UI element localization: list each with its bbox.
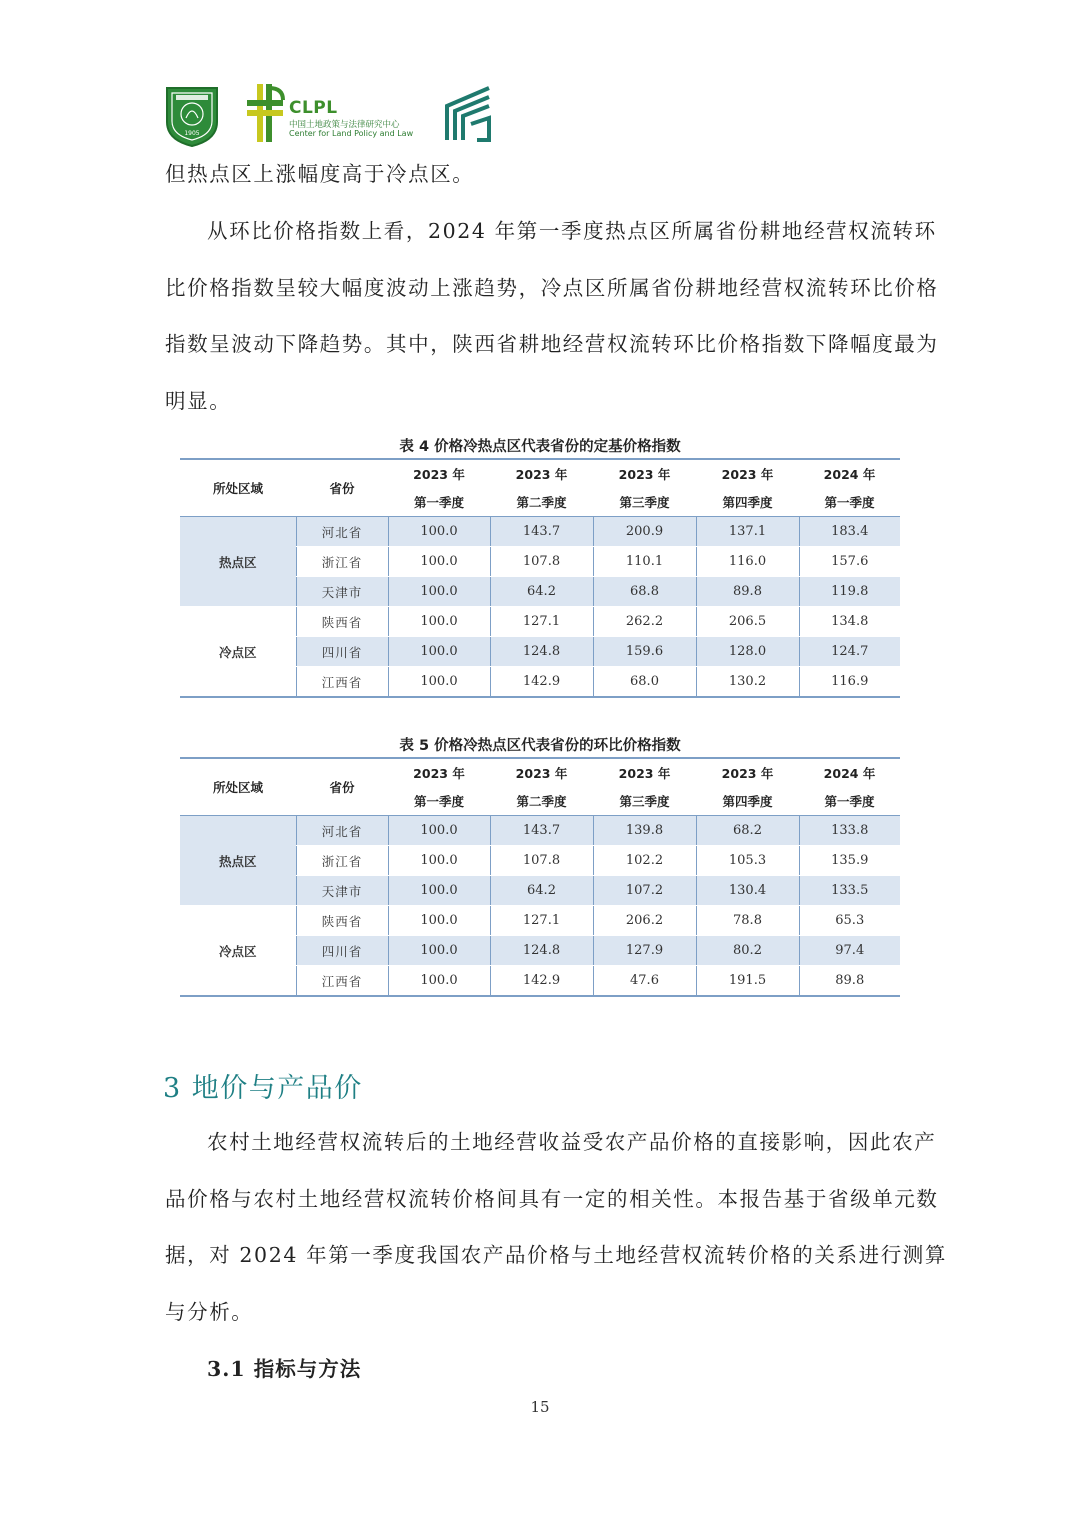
province-cell: 河北省: [296, 517, 388, 547]
header-quarter: 第一季度: [388, 787, 490, 816]
value-cell: 68.2: [696, 816, 799, 846]
header-year: 2023 年: [388, 758, 490, 787]
value-cell: 206.2: [593, 906, 696, 936]
text-line: 指数呈波动下降趋势。其中，陕西省耕地经营权流转环比价格指数下降幅度最为: [165, 332, 939, 356]
header-year: 2023 年: [593, 459, 696, 488]
value-cell: 124.7: [799, 637, 900, 667]
header-year: 2023 年: [490, 758, 593, 787]
value-cell: 100.0: [388, 607, 490, 637]
header-province: 省份: [296, 758, 388, 816]
value-cell: 47.6: [593, 966, 696, 997]
text-line: 明显。: [165, 388, 232, 413]
value-cell: 102.2: [593, 846, 696, 876]
value-cell: 119.8: [799, 577, 900, 607]
province-cell: 天津市: [296, 876, 388, 906]
table4-caption: 表 4 价格冷热点区代表省份的定基价格指数: [399, 439, 681, 455]
table-row: [180, 816, 900, 846]
table-row: [180, 517, 900, 547]
value-cell: 64.2: [490, 577, 593, 607]
text-line: 农村土地经营权流转后的土地经营收益受农产品价格的直接影响，因此农产: [207, 1130, 937, 1154]
value-cell: 134.8: [799, 607, 900, 637]
region-hot: 热点区: [180, 517, 296, 607]
value-cell: 142.9: [490, 966, 593, 997]
header-year: 2024 年: [799, 758, 900, 787]
header-quarter: 第一季度: [388, 488, 490, 517]
value-cell: 116.9: [799, 667, 900, 698]
value-cell: 124.8: [490, 936, 593, 966]
table5: [180, 757, 900, 997]
text-line: 据，对 2024 年第一季度我国农产品价格与土地经营权流转价格的关系进行测算: [165, 1243, 948, 1267]
section-heading: 3 地价与产品价: [163, 1073, 363, 1104]
value-cell: 133.8: [799, 816, 900, 846]
header-quarter: 第四季度: [696, 787, 799, 816]
value-cell: 127.9: [593, 936, 696, 966]
table-row: [180, 906, 900, 936]
paragraph-continuation: [165, 146, 915, 203]
province-cell: 陕西省: [296, 607, 388, 637]
value-cell: 110.1: [593, 547, 696, 577]
text-line: 与分析。: [165, 1299, 254, 1324]
value-cell: 100.0: [388, 547, 490, 577]
value-cell: 65.3: [799, 906, 900, 936]
value-cell: 64.2: [490, 876, 593, 906]
clpl-english-name: Center for Land Policy and Law: [289, 129, 414, 138]
value-cell: 100.0: [388, 637, 490, 667]
header-quarter: 第一季度: [799, 488, 900, 517]
value-cell: 100.0: [388, 846, 490, 876]
header-quarter: 第二季度: [490, 488, 593, 517]
province-cell: 四川省: [296, 936, 388, 966]
value-cell: 107.8: [490, 846, 593, 876]
value-cell: 127.1: [490, 906, 593, 936]
paragraph-ring-index: [165, 203, 939, 429]
header-quarter: 第一季度: [799, 787, 900, 816]
text-line: 比价格指数呈较大幅度波动上涨趋势，冷点区所属省份耕地经营权流转环比价格: [165, 275, 939, 300]
value-cell: 107.2: [593, 876, 696, 906]
province-cell: 浙江省: [296, 547, 388, 577]
text-line: 但热点区上涨幅度高于冷点区。: [165, 162, 475, 186]
clpl-chinese-name: 中国土地政策与法律研究中心: [289, 120, 400, 130]
value-cell: 135.9: [799, 846, 900, 876]
header-province: 省份: [296, 459, 388, 517]
value-cell: 89.8: [799, 966, 900, 997]
header-region: 所处区域: [180, 758, 296, 816]
value-cell: 100.0: [388, 936, 490, 966]
value-cell: 143.7: [490, 816, 593, 846]
university-seal-logo: [163, 82, 221, 148]
page-number: 15: [530, 1398, 550, 1416]
table4: [180, 458, 900, 698]
value-cell: 139.8: [593, 816, 696, 846]
province-cell: 浙江省: [296, 846, 388, 876]
value-cell: 142.9: [490, 667, 593, 698]
header-quarter: 第三季度: [593, 787, 696, 816]
value-cell: 116.0: [696, 547, 799, 577]
subsection-heading: 3.1 指标与方法: [207, 1357, 362, 1381]
value-cell: 130.2: [696, 667, 799, 698]
table5-caption: 表 5 价格冷热点区代表省份的环比价格指数: [399, 738, 681, 754]
value-cell: 89.8: [696, 577, 799, 607]
value-cell: 137.1: [696, 517, 799, 547]
value-cell: 100.0: [388, 517, 490, 547]
province-cell: 河北省: [296, 816, 388, 846]
header-year: 2023 年: [593, 758, 696, 787]
header-year: 2023 年: [490, 459, 593, 488]
region-hot: 热点区: [180, 816, 296, 906]
value-cell: 97.4: [799, 936, 900, 966]
value-cell: 100.0: [388, 876, 490, 906]
paragraph-section3: [165, 1114, 948, 1340]
value-cell: 133.5: [799, 876, 900, 906]
value-cell: 183.4: [799, 517, 900, 547]
table-row: [180, 607, 900, 637]
header-year: 2023 年: [696, 758, 799, 787]
province-cell: 江西省: [296, 966, 388, 997]
value-cell: 127.1: [490, 607, 593, 637]
clpl-title: CLPL: [289, 98, 338, 118]
header-quarter: 第三季度: [593, 488, 696, 517]
province-cell: 江西省: [296, 667, 388, 698]
value-cell: 130.4: [696, 876, 799, 906]
value-cell: 157.6: [799, 547, 900, 577]
value-cell: 100.0: [388, 906, 490, 936]
value-cell: 80.2: [696, 936, 799, 966]
value-cell: 105.3: [696, 846, 799, 876]
value-cell: 262.2: [593, 607, 696, 637]
institute-logo: [445, 84, 491, 142]
value-cell: 200.9: [593, 517, 696, 547]
value-cell: 100.0: [388, 966, 490, 997]
value-cell: 107.8: [490, 547, 593, 577]
value-cell: 128.0: [696, 637, 799, 667]
header-quarter: 第二季度: [490, 787, 593, 816]
value-cell: 100.0: [388, 667, 490, 698]
province-cell: 四川省: [296, 637, 388, 667]
header-quarter: 第四季度: [696, 488, 799, 517]
clpl-logo: [245, 80, 425, 146]
clpl-mark-icon: [245, 80, 285, 146]
header-year: 2023 年: [696, 459, 799, 488]
value-cell: 78.8: [696, 906, 799, 936]
value-cell: 191.5: [696, 966, 799, 997]
value-cell: 124.8: [490, 637, 593, 667]
value-cell: 206.5: [696, 607, 799, 637]
value-cell: 159.6: [593, 637, 696, 667]
value-cell: 68.0: [593, 667, 696, 698]
value-cell: 68.8: [593, 577, 696, 607]
value-cell: 100.0: [388, 577, 490, 607]
value-cell: 143.7: [490, 517, 593, 547]
svg-text:1905: 1905: [184, 130, 200, 137]
text-line: 从环比价格指数上看，2024 年第一季度热点区所属省份耕地经营权流转环: [207, 219, 937, 243]
region-cold: 冷点区: [180, 607, 296, 698]
header-year: 2024 年: [799, 459, 900, 488]
province-cell: 陕西省: [296, 906, 388, 936]
header-year: 2023 年: [388, 459, 490, 488]
province-cell: 天津市: [296, 577, 388, 607]
text-line: 品价格与农村土地经营权流转价格间具有一定的相关性。本报告基于省级单元数: [165, 1186, 939, 1211]
value-cell: 100.0: [388, 816, 490, 846]
header-region: 所处区域: [180, 459, 296, 517]
region-cold: 冷点区: [180, 906, 296, 997]
